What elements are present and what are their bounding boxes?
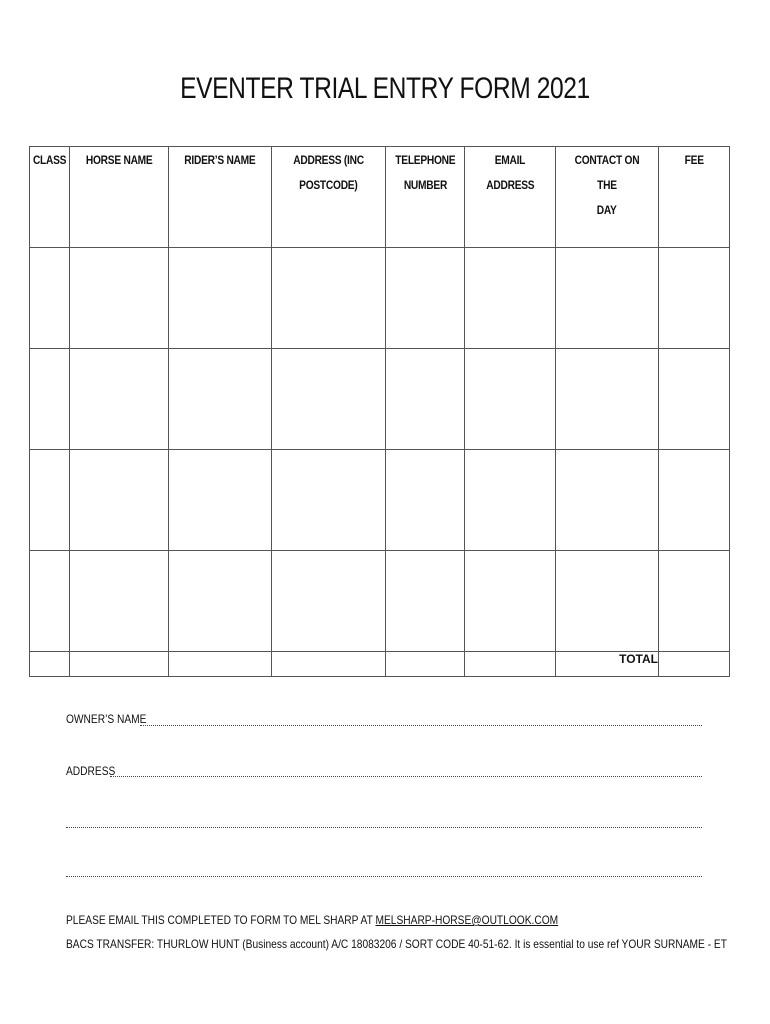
cell-email[interactable]: [465, 248, 556, 349]
cell-riders-name[interactable]: [169, 551, 272, 652]
column-header-class: CLASS: [30, 147, 70, 248]
cell-horse-name[interactable]: [70, 551, 169, 652]
table-row: [30, 248, 730, 349]
table-row: [30, 551, 730, 652]
cell-address[interactable]: [272, 349, 386, 450]
cell-contact[interactable]: [556, 551, 659, 652]
cell-riders-name[interactable]: [169, 450, 272, 551]
cell-blank: [386, 652, 465, 677]
cell-class[interactable]: [30, 248, 70, 349]
cell-riders-name[interactable]: [169, 248, 272, 349]
cell-email[interactable]: [465, 349, 556, 450]
cell-telephone[interactable]: [386, 248, 465, 349]
cell-blank: [30, 652, 70, 677]
cell-horse-name[interactable]: [70, 349, 169, 450]
cell-contact[interactable]: [556, 349, 659, 450]
cell-horse-name[interactable]: [70, 248, 169, 349]
entry-table: [29, 146, 730, 677]
cell-fee[interactable]: [659, 551, 730, 652]
column-header-horse-name: HORSE NAME: [70, 147, 169, 248]
cell-email[interactable]: [465, 551, 556, 652]
table-row: [30, 349, 730, 450]
cell-blank: [465, 652, 556, 677]
cell-telephone[interactable]: [386, 551, 465, 652]
owner-name-label: OWNER’S NAME: [66, 712, 147, 726]
cell-address[interactable]: [272, 248, 386, 349]
total-label: TOTAL: [556, 652, 659, 677]
owner-name-field[interactable]: [140, 725, 702, 726]
cell-horse-name[interactable]: [70, 450, 169, 551]
cell-blank: [70, 652, 169, 677]
form-title: EVENTER TRIAL ENTRY FORM 2021: [180, 72, 590, 105]
cell-fee[interactable]: [659, 248, 730, 349]
cell-telephone[interactable]: [386, 349, 465, 450]
address-label: ADDRESS: [66, 764, 116, 778]
table-row: [30, 450, 730, 551]
footer-instruction-text: PLEASE EMAIL THIS COMPLETED TO FORM TO MEL SHARP AT: [66, 913, 376, 927]
cell-class[interactable]: [30, 551, 70, 652]
cell-fee[interactable]: [659, 450, 730, 551]
column-header-fee: FEE: [659, 147, 730, 248]
cell-blank: [169, 652, 272, 677]
address-field-line-1[interactable]: [110, 776, 702, 777]
column-header-address: ADDRESS (INC POSTCODE): [272, 147, 386, 248]
cell-contact[interactable]: [556, 248, 659, 349]
cell-class[interactable]: [30, 349, 70, 450]
address-field-line-3[interactable]: [66, 876, 702, 877]
cell-riders-name[interactable]: [169, 349, 272, 450]
footer-bacs-line: [66, 937, 770, 951]
cell-class[interactable]: [30, 450, 70, 551]
column-header-contact: CONTACT ON THE DAY: [556, 147, 659, 248]
cell-address[interactable]: [272, 450, 386, 551]
address-field-line-2[interactable]: [66, 827, 702, 828]
cell-email[interactable]: [465, 450, 556, 551]
footer-email-line: [66, 913, 645, 927]
column-header-telephone: TELEPHONE NUMBER: [386, 147, 465, 248]
contact-email-link[interactable]: MELSHARP-HORSE@OUTLOOK.COM: [375, 913, 559, 927]
cell-contact[interactable]: [556, 450, 659, 551]
column-header-riders-name: RIDER’S NAME: [169, 147, 272, 248]
cell-telephone[interactable]: [386, 450, 465, 551]
column-header-email: EMAIL ADDRESS: [465, 147, 556, 248]
table-header-row: [30, 147, 730, 248]
total-row: [30, 652, 730, 677]
total-fee-cell[interactable]: [659, 652, 730, 677]
cell-blank: [272, 652, 386, 677]
cell-fee[interactable]: [659, 349, 730, 450]
bacs-transfer-text: BACS TRANSFER: THURLOW HUNT (Business account) A/C 18083206 / SORT CODE 40-51-62. It is essential to use ref YOUR SURNAME - ET: [66, 937, 727, 951]
cell-address[interactable]: [272, 551, 386, 652]
